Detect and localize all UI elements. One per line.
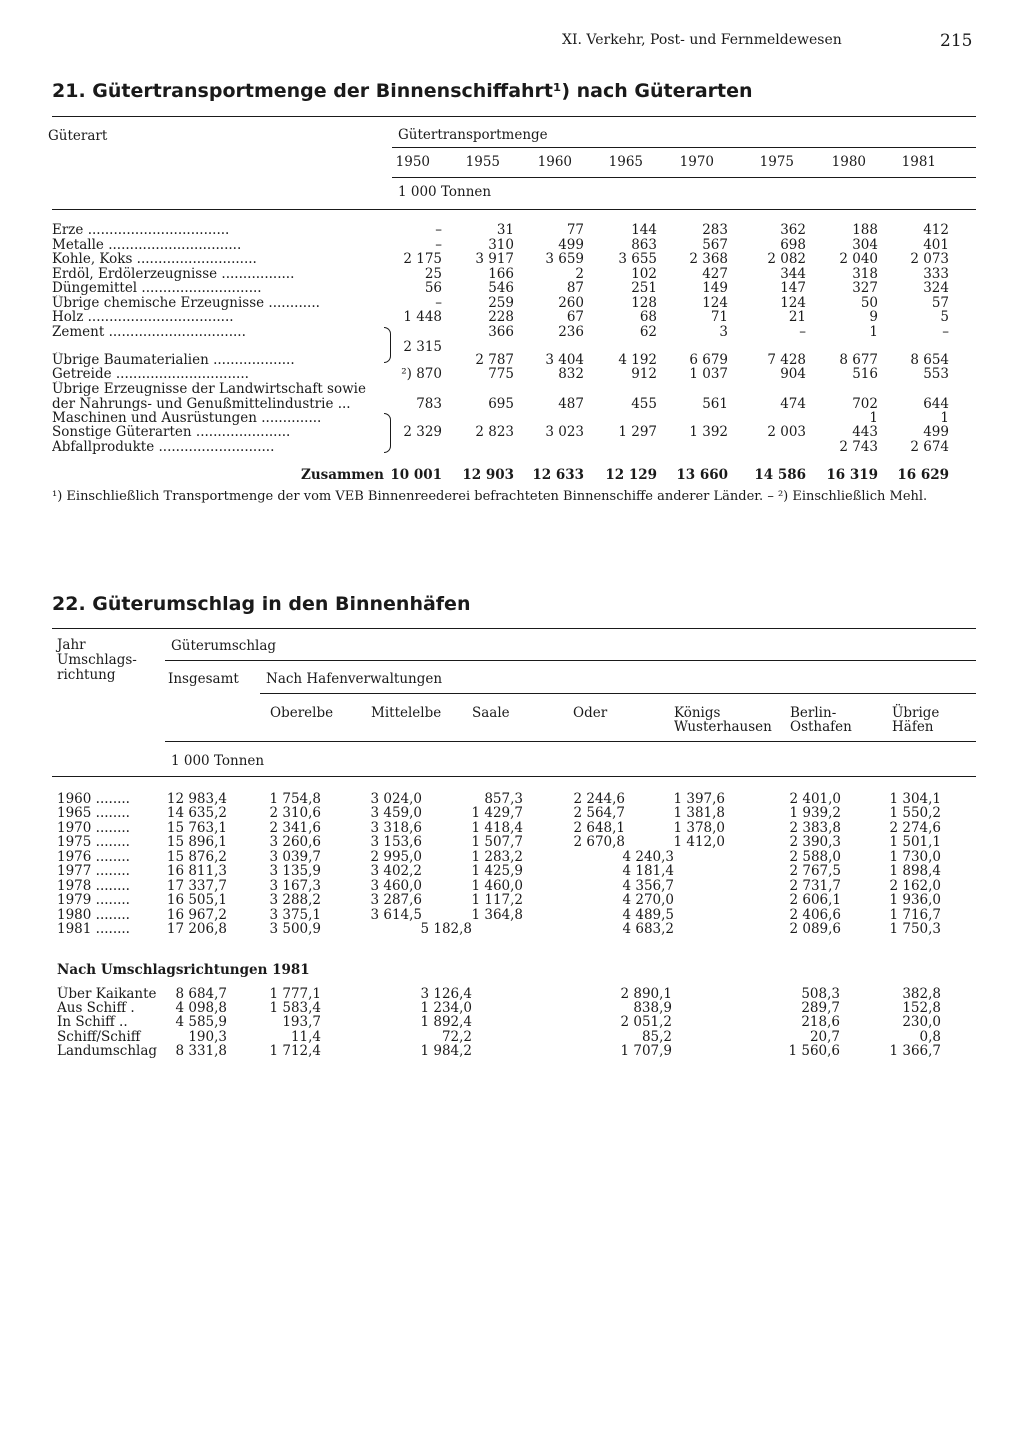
cell: 67 (566, 309, 584, 325)
cell: 56 (424, 280, 442, 296)
row-label: Zement ................................ (52, 324, 246, 340)
page-number: 215 (940, 31, 973, 51)
year-label: 1981 ........ (57, 921, 130, 937)
cell: 193,7 (282, 1014, 321, 1030)
total-cell: 16 629 (897, 467, 949, 483)
cell: 16 811,3 (166, 863, 227, 879)
cell: 366 (488, 324, 514, 340)
cell: 11,4 (290, 1029, 321, 1045)
cell: 1 507,7 (471, 834, 523, 850)
cell: 401 (923, 237, 949, 253)
cell: 20,7 (809, 1029, 840, 1045)
row-label: Düngemittel ............................ (52, 280, 262, 296)
year-label: 1975 ........ (57, 834, 130, 850)
cell: 310 (488, 237, 514, 253)
cell: 2 401,0 (789, 791, 841, 807)
table-21-stub-head: Güterart (48, 128, 108, 144)
cell: 702 (852, 396, 878, 412)
cell: 2 767,5 (789, 863, 841, 879)
cell: 1 939,2 (789, 805, 841, 821)
cell: 15 876,2 (166, 849, 227, 865)
cell: 2 823 (475, 424, 514, 440)
col-haefen: Häfen (892, 719, 934, 735)
cell: 8 677 (839, 352, 878, 368)
total-cell: 14 586 (754, 467, 806, 483)
cell: 3 659 (545, 251, 584, 267)
cell: 1 550,2 (889, 805, 941, 821)
cell: 50 (860, 295, 878, 311)
direction-label: Landumschlag (57, 1043, 158, 1059)
cell: 17 337,7 (166, 878, 227, 894)
cell: 644 (923, 396, 949, 412)
cell: 508,3 (801, 986, 840, 1002)
cell: 2 082 (767, 251, 806, 267)
cell: 567 (702, 237, 728, 253)
year-label: 1960 ........ (57, 791, 130, 807)
table-22-col-rule (165, 741, 976, 742)
cell: 304 (852, 237, 878, 253)
year-1980: 1980 (831, 154, 866, 170)
table-21-title: 21. Gütertransportmenge der Binnenschiffahrt¹) nach Güterarten (52, 80, 753, 102)
cell: 362 (780, 222, 806, 238)
total-cell: 12 129 (605, 467, 657, 483)
cell: 1 730,0 (889, 849, 941, 865)
cell: 149 (702, 280, 728, 296)
cell: 1 304,1 (889, 791, 941, 807)
cell: – (799, 324, 806, 340)
table-21-total-label: Zusammen (301, 467, 384, 483)
year-1975: 1975 (759, 154, 794, 170)
cell: 1 (869, 324, 878, 340)
cell: 2 310,6 (269, 805, 321, 821)
cell: 2 383,8 (789, 820, 841, 836)
cell: 6 679 (689, 352, 728, 368)
cell: 546 (488, 280, 514, 296)
cell: 3 153,6 (370, 834, 422, 850)
cell: 1 378,0 (673, 820, 725, 836)
cell: 62 (639, 324, 657, 340)
cell: 1 (940, 410, 949, 426)
cell: 0,8 (919, 1029, 941, 1045)
cell: 1 750,3 (889, 921, 941, 937)
cell: 124 (780, 295, 806, 311)
cell: 1 117,2 (471, 892, 523, 908)
cell: 16 505,1 (166, 892, 227, 908)
cell: 1 448 (403, 309, 442, 325)
cell: 4 240,3 (622, 849, 674, 865)
direction-label: In Schiff .. (57, 1014, 128, 1030)
year-label: 1979 ........ (57, 892, 130, 908)
cell: 516 (852, 366, 878, 382)
cell: 1 936,0 (889, 892, 941, 908)
cell: 3 126,4 (420, 986, 472, 1002)
cell: 1 460,0 (471, 878, 523, 894)
row-label: Abfallprodukte ........................... (52, 439, 275, 455)
row-label: Übrige chemische Erzeugnisse ............ (52, 295, 320, 311)
cell: 4 181,4 (622, 863, 674, 879)
cell: 2 674 (910, 439, 949, 455)
table-22-title: 22. Güterumschlag in den Binnenhäfen (52, 593, 471, 615)
table-22-head-bottom-rule (52, 776, 976, 777)
table-22-stub-head-2: Umschlags- (57, 652, 137, 668)
cell: 838,9 (633, 1000, 672, 1016)
direction-label: Über Kaikante (57, 986, 157, 1002)
year-1955: 1955 (465, 154, 500, 170)
row-label: Erdöl, Erdölerzeugnisse ................. (52, 266, 295, 282)
total-cell: 12 903 (462, 467, 514, 483)
table-21-unit: 1 000 Tonnen (398, 184, 492, 200)
cell: 17 206,8 (166, 921, 227, 937)
cell: 102 (631, 266, 657, 282)
cell: 7 428 (767, 352, 806, 368)
cell: 3 167,3 (269, 878, 321, 894)
cell: 344 (780, 266, 806, 282)
cell: 251 (631, 280, 657, 296)
col-saale: Saale (472, 705, 510, 721)
cell: 2 040 (839, 251, 878, 267)
year-label: 1978 ........ (57, 878, 130, 894)
cell: 443 (852, 424, 878, 440)
table-22-stub-head-1: Jahr (57, 637, 86, 653)
merged-value-2329: 2 329 (403, 424, 442, 440)
cell: 31 (496, 222, 514, 238)
cell: 783 (416, 396, 442, 412)
year-label: 1965 ........ (57, 805, 130, 821)
year-1970: 1970 (679, 154, 714, 170)
cell: 236 (558, 324, 584, 340)
total-cell: 12 633 (532, 467, 584, 483)
year-label: 1976 ........ (57, 849, 130, 865)
cell: 2 175 (403, 251, 442, 267)
table-21-group-head: Gütertransportmenge (398, 127, 548, 143)
merged-value-2315: 2 315 (403, 339, 442, 355)
cell: 1 707,9 (620, 1043, 672, 1059)
cell: 1 392 (689, 424, 728, 440)
cell: 2 890,1 (620, 986, 672, 1002)
cell: 3 917 (475, 251, 514, 267)
cell: 2 341,6 (269, 820, 321, 836)
cell: 228 (488, 309, 514, 325)
cell: – (435, 295, 442, 311)
cell: 455 (631, 396, 657, 412)
cell: 152,8 (902, 1000, 941, 1016)
cell: 1 397,6 (673, 791, 725, 807)
table-22-insgesamt-head: Insgesamt (168, 671, 239, 687)
cell: 166 (488, 266, 514, 282)
row-label: Maschinen und Ausrüstungen .............. (52, 410, 322, 426)
cell: 124 (702, 295, 728, 311)
col-oder: Oder (573, 705, 608, 721)
cell: 3 023 (545, 424, 584, 440)
cell: 499 (558, 237, 584, 253)
year-label: 1977 ........ (57, 863, 130, 879)
cell: 2 390,3 (789, 834, 841, 850)
cell: 2 787 (475, 352, 514, 368)
row-label: Sonstige Güterarten ...................... (52, 424, 291, 440)
cell: 218,6 (801, 1014, 840, 1030)
year-label: 1970 ........ (57, 820, 130, 836)
cell: 1 429,7 (471, 805, 523, 821)
cell: 2 274,6 (889, 820, 941, 836)
cell: 1 364,8 (471, 907, 523, 923)
col-koenigs: Königs (674, 705, 721, 721)
cell: 2 588,0 (789, 849, 841, 865)
cell: 14 635,2 (166, 805, 227, 821)
col-berlin: Berlin- (790, 705, 837, 721)
cell: 72,2 (441, 1029, 472, 1045)
cell: 1 898,4 (889, 863, 941, 879)
cell: 5 (940, 309, 949, 325)
cell: 904 (780, 366, 806, 382)
cell: 4 585,9 (175, 1014, 227, 1030)
cell: 487 (558, 396, 584, 412)
table-21-group-rule (392, 147, 976, 148)
cell: 474 (780, 396, 806, 412)
cell: 698 (780, 237, 806, 253)
cell: 3 024,0 (370, 791, 422, 807)
cell: 283 (702, 222, 728, 238)
cell: 553 (923, 366, 949, 382)
cell: 8 654 (910, 352, 949, 368)
cell: 3 135,9 (269, 863, 321, 879)
cell: 1 777,1 (269, 986, 321, 1002)
cell: 863 (631, 237, 657, 253)
cell: 2 564,7 (573, 805, 625, 821)
cell: 2 670,8 (573, 834, 625, 850)
cell: 2 (575, 266, 584, 282)
cell: 3 655 (618, 251, 657, 267)
cell: 2 368 (689, 251, 728, 267)
col-oberelbe: Oberelbe (270, 705, 334, 721)
row-label: Übrige Baumaterialien ................... (52, 352, 295, 368)
cell: 327 (852, 280, 878, 296)
cell: 2 406,6 (789, 907, 841, 923)
cell: 412 (923, 222, 949, 238)
cell: 3 404 (545, 352, 584, 368)
row-label: Erze ................................. (52, 222, 230, 238)
cell: 128 (631, 295, 657, 311)
row-label: Holz .................................. (52, 309, 234, 325)
cell: 8 331,8 (175, 1043, 227, 1059)
table-22-subhead: Nach Umschlagsrichtungen 1981 (57, 962, 310, 978)
cell: 3 614,5 (370, 907, 422, 923)
cell: 1 583,4 (269, 1000, 321, 1016)
cell: 2 089,6 (789, 921, 841, 937)
cell: 3 039,7 (269, 849, 321, 865)
cell: 259 (488, 295, 514, 311)
table-22-nach-rule (260, 693, 976, 694)
cell: – (435, 237, 442, 253)
cell: 57 (931, 295, 949, 311)
cell: 1 381,8 (673, 805, 725, 821)
table-22-nach-head: Nach Hafenverwaltungen (266, 671, 443, 687)
cell: 9 (869, 309, 878, 325)
col-osthafen: Osthafen (790, 719, 852, 735)
cell: 1 (869, 410, 878, 426)
cell: 3 402,2 (370, 863, 422, 879)
cell: 3 (719, 324, 728, 340)
year-1965: 1965 (608, 154, 643, 170)
cell: 695 (488, 396, 514, 412)
year-1981: 1981 (901, 154, 936, 170)
cell: 1 892,4 (420, 1014, 472, 1030)
cell: 2 743 (839, 439, 878, 455)
cell: 1 234,0 (420, 1000, 472, 1016)
cell: 12 983,4 (166, 791, 227, 807)
cell: 5 182,8 (420, 921, 472, 937)
cell: 2 162,0 (889, 878, 941, 894)
year-label: 1980 ........ (57, 907, 130, 923)
cell: 4 489,5 (622, 907, 674, 923)
cell: 2 606,1 (789, 892, 841, 908)
row-label: Übrige Erzeugnisse der Landwirtschaft sowie (52, 381, 366, 397)
cell: 1 283,2 (471, 849, 523, 865)
cell: 1 418,4 (471, 820, 523, 836)
year-1950: 1950 (395, 154, 430, 170)
total-cell: 13 660 (676, 467, 728, 483)
cell: 2 051,2 (620, 1014, 672, 1030)
cell: 68 (639, 309, 657, 325)
cell: 16 967,2 (166, 907, 227, 923)
cell: 1 412,0 (673, 834, 725, 850)
cell: 1 754,8 (269, 791, 321, 807)
cell: 4 098,8 (175, 1000, 227, 1016)
cell: ²) 870 (401, 366, 442, 382)
cell: 1 366,7 (889, 1043, 941, 1059)
direction-label: Schiff/Schiff (57, 1029, 141, 1045)
cell: 1 501,1 (889, 834, 941, 850)
cell: 289,7 (801, 1000, 840, 1016)
cell: 499 (923, 424, 949, 440)
total-cell: 10 001 (390, 467, 442, 483)
cell: 333 (923, 266, 949, 282)
cell: 561 (702, 396, 728, 412)
total-cell: 16 319 (826, 467, 878, 483)
cell: 144 (631, 222, 657, 238)
cell: 912 (631, 366, 657, 382)
cell: 775 (488, 366, 514, 382)
cell: 8 684,7 (175, 986, 227, 1002)
cell: 190,3 (188, 1029, 227, 1045)
cell: 3 318,6 (370, 820, 422, 836)
cell: 2 731,7 (789, 878, 841, 894)
cell: 4 192 (618, 352, 657, 368)
cell: 21 (788, 309, 806, 325)
cell: 857,3 (484, 791, 523, 807)
cell: 87 (566, 280, 584, 296)
table-22-group-rule (165, 660, 976, 661)
cell: 382,8 (902, 986, 941, 1002)
cell: 1 297 (618, 424, 657, 440)
table-21-year-rule (392, 177, 976, 178)
cell: 324 (923, 280, 949, 296)
cell: 260 (558, 295, 584, 311)
cell: – (435, 222, 442, 238)
row-label: Metalle ............................... (52, 237, 242, 253)
cell: 427 (702, 266, 728, 282)
cell: 85,2 (641, 1029, 672, 1045)
cell: 4 356,7 (622, 878, 674, 894)
running-header: XI. Verkehr, Post- und Fernmeldewesen (562, 32, 842, 48)
cell: 230,0 (902, 1014, 941, 1030)
year-1960: 1960 (537, 154, 572, 170)
table-21-head-bottom-rule (52, 209, 976, 210)
col-uebrige: Übrige (892, 705, 940, 721)
col-wusterhausen: Wusterhausen (674, 719, 772, 735)
cell: 2 995,0 (370, 849, 422, 865)
cell: 77 (566, 222, 584, 238)
cell: 25 (424, 266, 442, 282)
cell: 832 (558, 366, 584, 382)
cell: 147 (780, 280, 806, 296)
cell: 3 459,0 (370, 805, 422, 821)
cell: 4 683,2 (622, 921, 674, 937)
table-22-top-rule (52, 628, 976, 629)
cell: 4 270,0 (622, 892, 674, 908)
cell: 3 500,9 (269, 921, 321, 937)
cell: 3 460,0 (370, 878, 422, 894)
cell: 15 896,1 (166, 834, 227, 850)
cell: 3 287,6 (370, 892, 422, 908)
cell: 1 716,7 (889, 907, 941, 923)
cell: 1 425,9 (471, 863, 523, 879)
cell: 71 (710, 309, 728, 325)
row-label: der Nahrungs- und Genußmittelindustrie ... (52, 396, 351, 412)
cell: 1 560,6 (788, 1043, 840, 1059)
table-21-footnote: ¹) Einschließlich Transportmenge der vom VEB Binnenreederei befrachteten Binnenschiffe anderer Länder. – ²) Einschließlich Mehl. (52, 489, 928, 504)
direction-label: Aus Schiff . (57, 1000, 135, 1016)
cell: – (942, 324, 949, 340)
cell: 3 375,1 (269, 907, 321, 923)
cell: 1 712,4 (269, 1043, 321, 1059)
table-22-group-head: Güterumschlag (171, 638, 277, 654)
cell: 1 037 (689, 366, 728, 382)
row-label: Kohle, Koks ............................ (52, 251, 257, 267)
cell: 3 260,6 (269, 834, 321, 850)
cell: 318 (852, 266, 878, 282)
col-mittelelbe: Mittelelbe (371, 705, 442, 721)
cell: 2 244,6 (573, 791, 625, 807)
table-22-unit: 1 000 Tonnen (171, 753, 265, 769)
cell: 2 073 (910, 251, 949, 267)
cell: 188 (852, 222, 878, 238)
table-21-top-rule (52, 116, 976, 117)
cell: 1 984,2 (420, 1043, 472, 1059)
cell: 2 003 (767, 424, 806, 440)
cell: 2 648,1 (573, 820, 625, 836)
table-22-stub-head-3: richtung (57, 667, 116, 683)
cell: 3 288,2 (269, 892, 321, 908)
row-label: Getreide ............................... (52, 366, 249, 382)
cell: 15 763,1 (166, 820, 227, 836)
